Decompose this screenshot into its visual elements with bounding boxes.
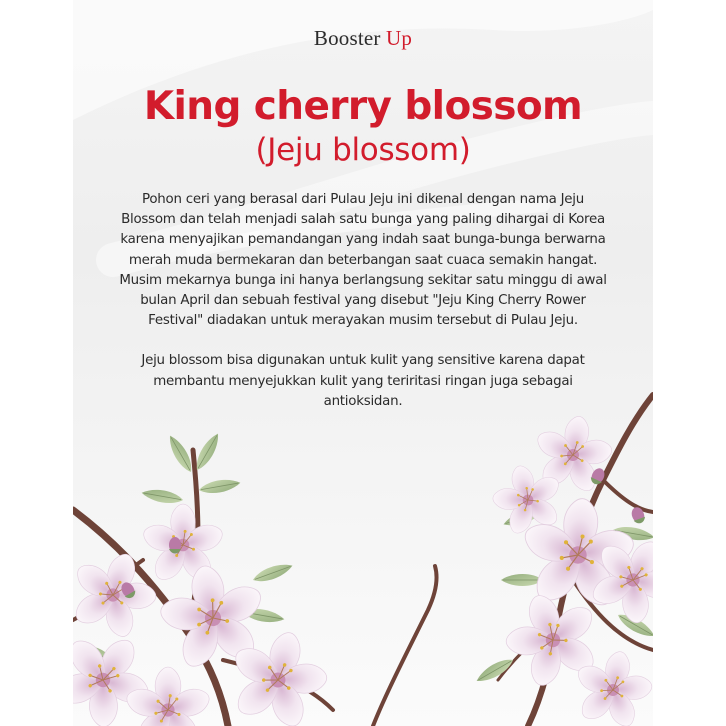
description [118,190,608,412]
product-info-panel [73,0,653,726]
brand-name-accent: Up [386,26,413,50]
page-title: King cherry blossom [143,84,583,129]
cherry-blossom-illustration [73,380,653,726]
page-subtitle: (Jeju blossom) [255,132,471,168]
description-paragraph-1: Pohon ceri yang berasal dari Pulau Jeju ini dikenal dengan nama Jeju Blossom dan telah menjadi salah satu bunga yang paling dihargai di Korea karena menyajikan pemandangan yang indah saat bunga-bunga berwarna merah muda bermekaran dan beterbangan saat cuaca semakin hangat. Musim mekarnya bunga ini hanya berlangsung sekitar satu minggu di awal bulan April dan sebuah festival yang disebut "Jeju King Cherry Rower Festival" diadakan untuk merayakan musim tersebut di Pulau Jeju. [119,192,607,329]
description-paragraph-2: Jeju blossom bisa digunakan untuk kulit yang sensitive karena dapat membantu menyejukkan kulit yang teriritasi ringan juga sebagai antioksidan. [141,353,585,409]
brand-name: Booster [313,26,381,50]
brand-logo [73,26,653,51]
